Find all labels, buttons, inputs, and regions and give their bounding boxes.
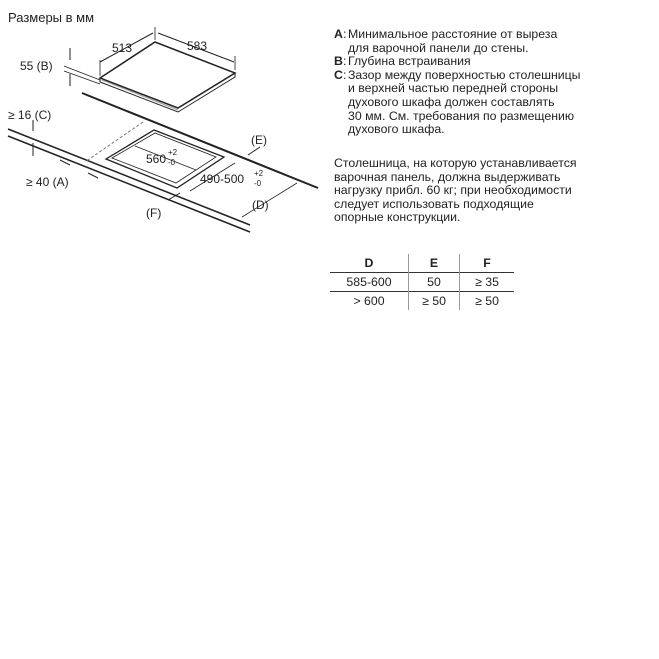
cell: 585-600 xyxy=(330,273,409,292)
cutout-depth-label: 490-500 xyxy=(200,172,245,186)
legend-item-a: A : Минимальное расстояние от выреза для варочной панели до стены. xyxy=(334,28,581,55)
table-header xyxy=(330,254,514,273)
table-row xyxy=(330,273,514,292)
dim-label-c: ≥ 16 (C) xyxy=(8,108,52,122)
legend-key: A xyxy=(334,27,343,41)
legend-line: духового шкафа должен составлять xyxy=(348,94,555,109)
hob-installation-drawing xyxy=(0,0,330,240)
load-note xyxy=(334,157,644,225)
cutout-width-label: 560 xyxy=(146,152,167,166)
legend-key: B xyxy=(334,54,343,69)
cell: ≥ 50 xyxy=(460,292,515,311)
legend-line: для варочной панели до стены. xyxy=(348,40,529,55)
legend-line: Глубина встраивания xyxy=(348,54,471,69)
cutout-depth-tol-plus: +2 xyxy=(254,169,264,178)
dim-label-b: 55 (B) xyxy=(20,59,53,73)
legend-item-c: C : Зазор между поверхностью столешницы и верхней частью передней стороны духового шкафа должен составлять 30 мм. См. требования по размещению духового шкафа. xyxy=(334,67,581,137)
cell: > 600 xyxy=(330,292,409,311)
header-d: D xyxy=(364,256,374,270)
dim-label-583: 583 xyxy=(187,39,208,53)
note-line: Столешница, на которую устанавливается xyxy=(334,156,577,170)
page-title: Размеры в мм xyxy=(8,10,95,25)
cutout-width-tol-plus: +2 xyxy=(168,148,178,157)
dim-label-a: ≥ 40 (A) xyxy=(26,175,69,189)
legend-line: духового шкафа. xyxy=(348,122,445,137)
table-row xyxy=(330,292,514,311)
cutout-width-tol-minus: -0 xyxy=(168,158,176,167)
label-d: (D) xyxy=(252,198,269,212)
note-line: варочная панель, должна выдерживать xyxy=(334,169,561,184)
legend-line: 30 мм. См. требования по размещению xyxy=(348,108,575,123)
cutout-depth-tol-minus: -0 xyxy=(254,179,262,188)
legend-key: C xyxy=(334,67,343,82)
legend-line: Минимальное расстояние от выреза xyxy=(348,27,558,41)
label-f: (F) xyxy=(146,206,162,220)
label-e: (E) xyxy=(251,133,267,147)
note-line: следует использовать подходящие xyxy=(334,196,534,211)
legend-line: и верхней частью передней стороны xyxy=(348,81,559,96)
clearance-table xyxy=(330,254,514,310)
header-f: F xyxy=(460,254,515,273)
note-line: нагрузку прибл. 60 кг; при необходимости xyxy=(334,183,572,198)
header-e: E xyxy=(409,254,460,273)
cell: 50 xyxy=(409,273,460,292)
legend-item-b: B : Глубина встраивания xyxy=(334,55,581,69)
legend xyxy=(334,28,581,137)
cell: ≥ 50 xyxy=(409,292,460,311)
cell: ≥ 35 xyxy=(460,273,515,292)
legend-line: Зазор между поверхностью столешницы xyxy=(348,67,581,82)
note-line: опорные конструкции. xyxy=(334,210,461,225)
dim-label-513: 513 xyxy=(112,41,133,55)
